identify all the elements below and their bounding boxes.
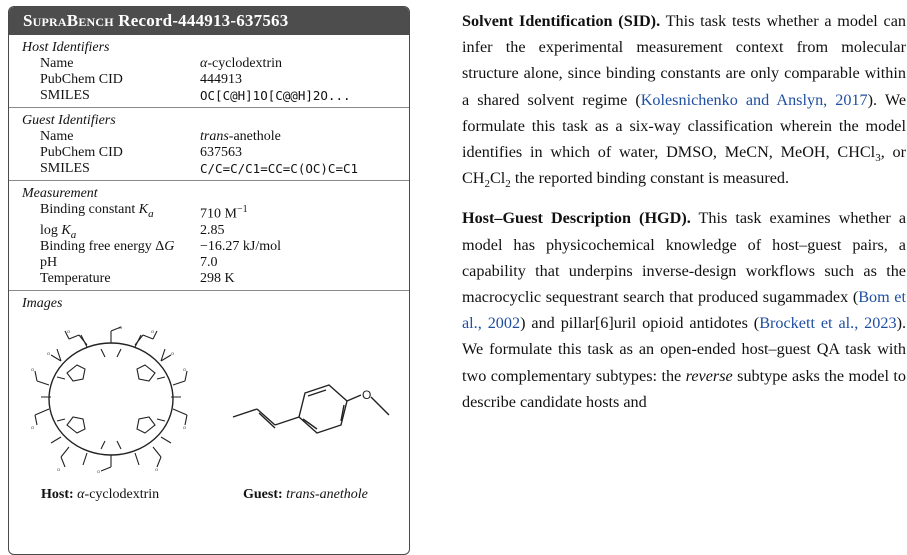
- svg-text:O: O: [183, 366, 187, 372]
- body-text: [462, 8, 906, 415]
- field-row: $\log K_a$ 2.85: [40, 222, 225, 241]
- field-row: Binding free energy ΔG −16.27 kJ/mol: [40, 238, 282, 254]
- oxygen-atom-label: O: [362, 387, 372, 402]
- paragraph-heading: Solvent Identification (SID).: [462, 12, 661, 30]
- guest-caption: Guest: trans-anethole: [243, 486, 368, 502]
- paragraph-sid: Solvent Identification (SID). This task tests whether a model can infer the experimental measurement context from molecular structure alone, since binding constants are only comparable within a shared solvent regime (Kolesnichenko and Anslyn, 2017). We formulate this task as a six-way classification wherein the model identifies in which of water, DMSO, MeCN, MeOH, CHCl$_3$, or $CH_2Cl_2$ the reported binding constant is measured.: [462, 12, 906, 191]
- svg-text:O: O: [155, 466, 159, 472]
- section-title: Guest Identifiers: [22, 113, 116, 128]
- images-section: [9, 291, 409, 526]
- citation-link[interactable]: Kolesnichenko and Anslyn, 2017: [640, 90, 868, 109]
- svg-text:O: O: [31, 424, 35, 430]
- svg-text:O: O: [183, 424, 187, 430]
- svg-text:O: O: [97, 468, 101, 474]
- field-row: PubChem CID 637563: [40, 145, 242, 160]
- svg-text:O: O: [47, 350, 51, 356]
- guest-identifiers-section: [9, 108, 409, 181]
- section-title: Measurement: [22, 186, 98, 201]
- paragraph-heading: Host–Guest Description (HGD).: [462, 209, 691, 228]
- svg-text:O: O: [67, 328, 71, 334]
- svg-text:O: O: [31, 366, 35, 372]
- guest-structure-image: [229, 375, 399, 435]
- field-row: Temperature 298 K: [40, 270, 235, 286]
- section-title: Images: [22, 295, 63, 311]
- svg-text:O: O: [171, 350, 175, 356]
- field-row: pH 7.0: [40, 254, 218, 270]
- citation-link[interactable]: Brockett et al., 2023: [759, 314, 897, 333]
- field-row: SMILES OC[C@H]1O[C@@H]2O...: [40, 88, 351, 103]
- host-identifiers-section: [9, 35, 409, 108]
- field-row: Name trans-anethole: [40, 129, 281, 144]
- svg-text:O: O: [119, 324, 123, 330]
- field-row: SMILES C/C=C/C1=CC=C(OC)C=C1: [40, 161, 359, 176]
- record-title: SupraBench Record-444913-637563: [9, 7, 409, 35]
- field-row: PubChem CID 444913: [40, 72, 242, 87]
- host-caption: Host: α-cyclodextrin: [41, 486, 160, 502]
- svg-text:O: O: [151, 328, 155, 334]
- measurement-section: [9, 181, 409, 291]
- paragraph-hgd: Host–Guest Description (HGD). This task examines whether a model has physicochemical knowledge of host–guest pairs, a capability that underpins inverse-design workflows such as the macrocyclic sequestrant search that produced sugammadex (Bom et al., 2002) and pillar[6]uril opioid antidotes (Brockett et al., 2023). We formulate this task as an open-ended host–guest QA task with two complementary subtypes: the reverse subtype asks the model to describe candidate hosts and: [462, 209, 907, 411]
- record-card: [8, 6, 410, 555]
- field-row: Binding constant $K_a$ 710 $M^{-1}$: [40, 202, 248, 222]
- host-structure-image: [27, 325, 195, 475]
- field-row: Name α-cyclodextrin: [40, 56, 282, 71]
- citation-link[interactable]: Bom et al., 2002: [462, 288, 906, 333]
- svg-text:O: O: [57, 466, 61, 472]
- section-title: Host Identifiers: [22, 40, 110, 55]
